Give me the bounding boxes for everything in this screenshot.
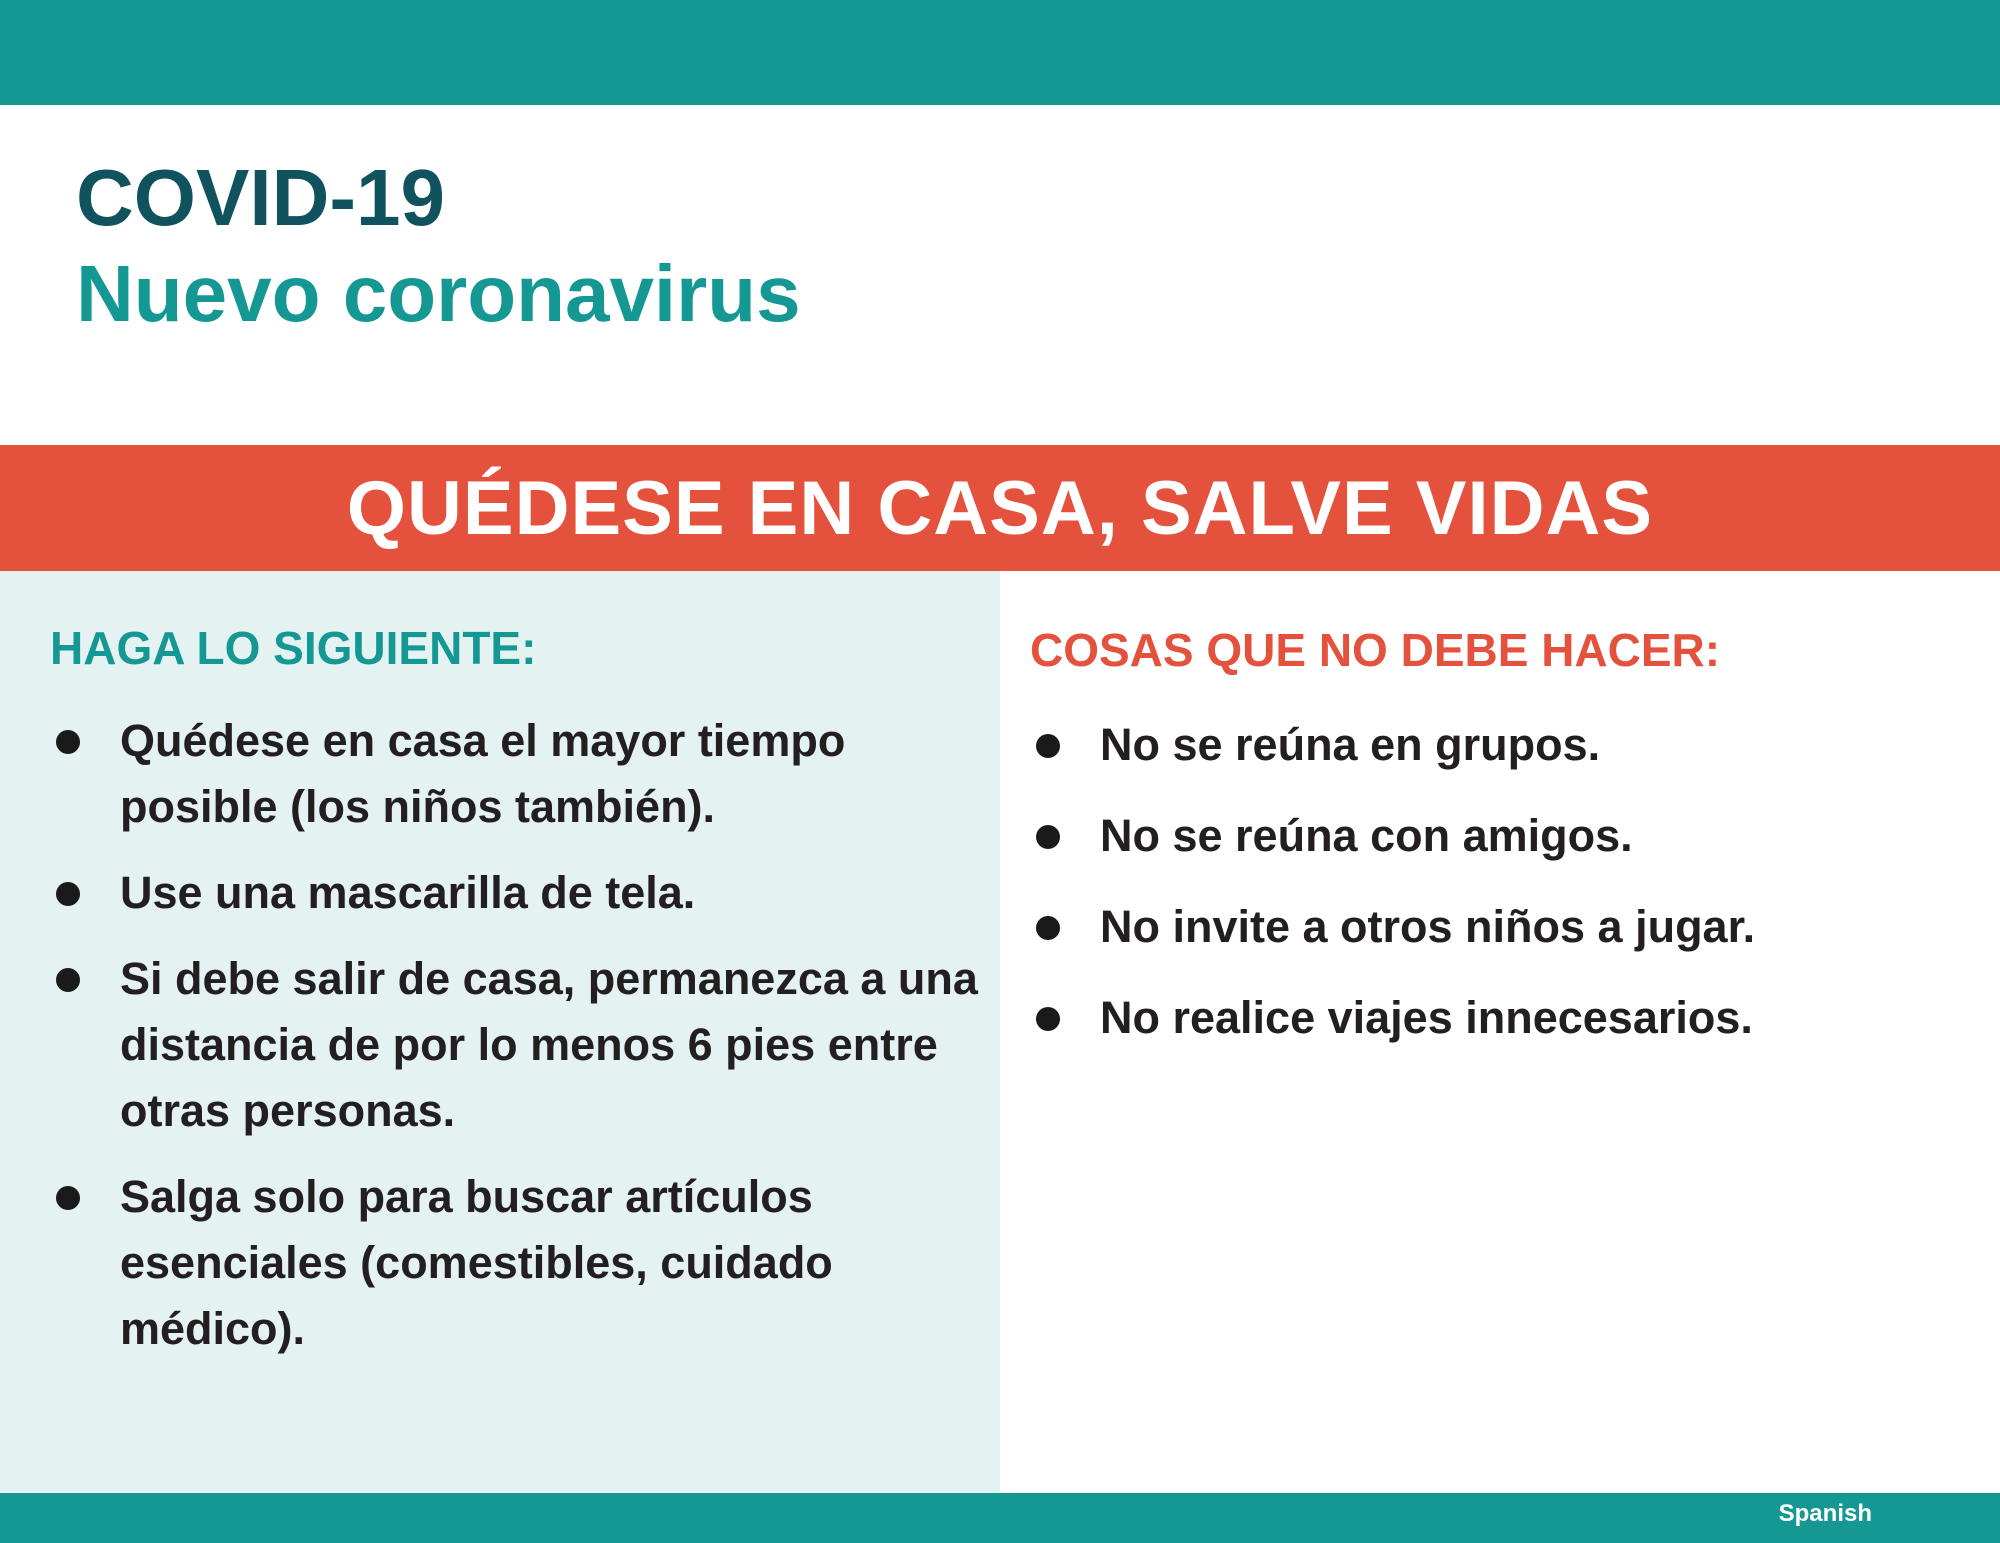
dont-item-text: No se reúna con amigos. bbox=[1100, 810, 1633, 861]
bullet-icon bbox=[1036, 916, 1060, 940]
do-list bbox=[50, 708, 980, 1382]
slogan-text: QUÉDESE EN CASA, SALVE VIDAS bbox=[346, 465, 1654, 551]
language-label: Spanish bbox=[1778, 1500, 1872, 1527]
dont-item-text: No realice viajes innecesarios. bbox=[1100, 992, 1753, 1043]
dont-list-item bbox=[1030, 894, 1980, 960]
bullet-icon bbox=[56, 882, 80, 906]
slogan-banner bbox=[0, 445, 2000, 571]
title-block bbox=[76, 150, 801, 342]
dont-list-item bbox=[1030, 985, 1980, 1051]
top-accent-bar bbox=[0, 0, 2000, 105]
do-item-text: Si debe salir de casa, permanezca a una distancia de por lo menos 6 pies entre otras personas. bbox=[120, 953, 978, 1136]
do-heading: HAGA LO SIGUIENTE: bbox=[50, 622, 537, 674]
do-item-text: Use una mascarilla de tela. bbox=[120, 867, 696, 918]
do-list-item bbox=[50, 708, 980, 840]
page-title: COVID-19 bbox=[76, 153, 445, 242]
dont-list bbox=[1030, 712, 1980, 1076]
do-item-text: Quédese en casa el mayor tiempo posible (los niños también). bbox=[120, 715, 846, 832]
do-list-item bbox=[50, 946, 980, 1144]
dont-list-item bbox=[1030, 803, 1980, 869]
bullet-icon bbox=[56, 730, 80, 754]
page-subtitle: Nuevo coronavirus bbox=[76, 249, 801, 338]
do-list-item bbox=[50, 860, 980, 926]
bullet-icon bbox=[1036, 825, 1060, 849]
dont-item-text: No invite a otros niños a jugar. bbox=[1100, 901, 1756, 952]
bullet-icon bbox=[1036, 1007, 1060, 1031]
do-list-item bbox=[50, 1164, 980, 1362]
bullet-icon bbox=[1036, 734, 1060, 758]
bottom-accent-bar bbox=[0, 1493, 2000, 1543]
do-item-text: Salga solo para buscar artículos esenciales (comestibles, cuidado médico). bbox=[120, 1171, 833, 1354]
dont-list-item bbox=[1030, 712, 1980, 778]
dont-heading: COSAS QUE NO DEBE HACER: bbox=[1030, 624, 1721, 676]
bullet-icon bbox=[56, 1186, 80, 1210]
dont-item-text: No se reúna en grupos. bbox=[1100, 719, 1601, 770]
bullet-icon bbox=[56, 968, 80, 992]
